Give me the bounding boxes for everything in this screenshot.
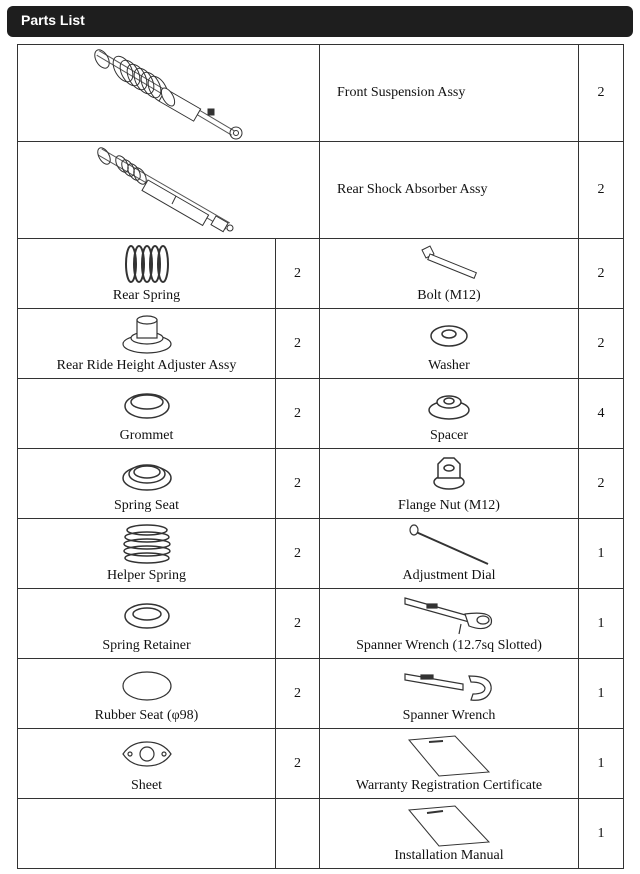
table-row — [18, 729, 624, 799]
part-name: Rear Ride Height Adjuster Assy — [56, 358, 237, 373]
part-name: Helper Spring — [107, 568, 186, 583]
table-row — [18, 519, 624, 589]
part-qty: 1 — [579, 799, 624, 869]
part-name: Sheet — [130, 778, 163, 793]
spring-retainer-icon — [117, 592, 177, 636]
part-name: Rear Shock Absorber Assy — [320, 142, 579, 239]
table-row — [18, 379, 624, 449]
part-qty: 1 — [579, 729, 624, 799]
table-row — [18, 659, 624, 729]
part-name: Washer — [428, 358, 470, 373]
ride-height-adjuster-icon — [117, 312, 177, 356]
part-qty: 2 — [276, 449, 320, 519]
coil-spring-icon — [117, 242, 177, 286]
spring-seat-icon — [117, 452, 177, 496]
washer-icon — [424, 312, 474, 356]
part-name: Front Suspension Assy — [320, 45, 579, 142]
part-name: Spacer — [429, 428, 469, 443]
part-qty: 2 — [579, 239, 624, 309]
part-qty — [276, 799, 320, 869]
part-qty: 2 — [579, 45, 624, 142]
table-row — [18, 45, 624, 142]
bolt-icon — [414, 242, 484, 286]
part-qty: 2 — [276, 729, 320, 799]
grommet-icon — [117, 382, 177, 426]
part-qty: 2 — [276, 589, 320, 659]
helper-spring-icon — [117, 522, 177, 568]
part-name: Rear Spring — [112, 288, 181, 303]
table-row — [18, 309, 624, 379]
manual-icon — [399, 802, 499, 848]
part-qty: 2 — [276, 659, 320, 729]
part-qty: 2 — [579, 449, 624, 519]
certificate-icon — [399, 732, 499, 778]
part-name: Warranty Registration Certificate — [355, 778, 543, 793]
front-suspension-assy-icon — [88, 45, 248, 141]
part-name: Bolt (M12) — [417, 288, 481, 303]
part-name: Adjustment Dial — [402, 568, 496, 583]
spacer-icon — [424, 382, 474, 426]
parts-table — [17, 44, 624, 869]
part-qty: 2 — [276, 379, 320, 449]
part-name: Rubber Seat (φ98) — [94, 708, 199, 723]
part-name: Grommet — [119, 428, 174, 443]
part-name: Installation Manual — [394, 848, 504, 863]
part-name: Spring Seat — [114, 498, 179, 513]
part-name: Spanner Wrench — [402, 708, 496, 723]
part-qty: 1 — [579, 519, 624, 589]
parts-list-header — [7, 6, 633, 37]
sheet-icon — [117, 732, 177, 776]
part-qty: 1 — [579, 659, 624, 729]
rear-shock-absorber-icon — [88, 142, 248, 238]
part-name: Spring Retainer — [102, 638, 191, 653]
part-qty: 4 — [579, 379, 624, 449]
slotted-spanner-wrench-icon — [399, 592, 499, 638]
table-row — [18, 799, 624, 869]
page-title: Parts List — [21, 12, 85, 28]
adjustment-dial-icon — [404, 522, 494, 568]
table-row — [18, 239, 624, 309]
part-name: Spanner Wrench (12.7sq Slotted) — [356, 638, 542, 653]
part-qty: 2 — [276, 519, 320, 589]
spanner-wrench-icon — [399, 662, 499, 708]
table-row — [18, 449, 624, 519]
part-qty: 1 — [579, 589, 624, 659]
part-qty: 2 — [579, 142, 624, 239]
part-qty: 2 — [276, 239, 320, 309]
flange-nut-icon — [424, 452, 474, 496]
table-row — [18, 589, 624, 659]
part-name: Flange Nut (M12) — [398, 498, 500, 513]
rubber-seat-icon — [117, 662, 177, 706]
part-qty: 2 — [579, 309, 624, 379]
part-qty: 2 — [276, 309, 320, 379]
table-row — [18, 142, 624, 239]
